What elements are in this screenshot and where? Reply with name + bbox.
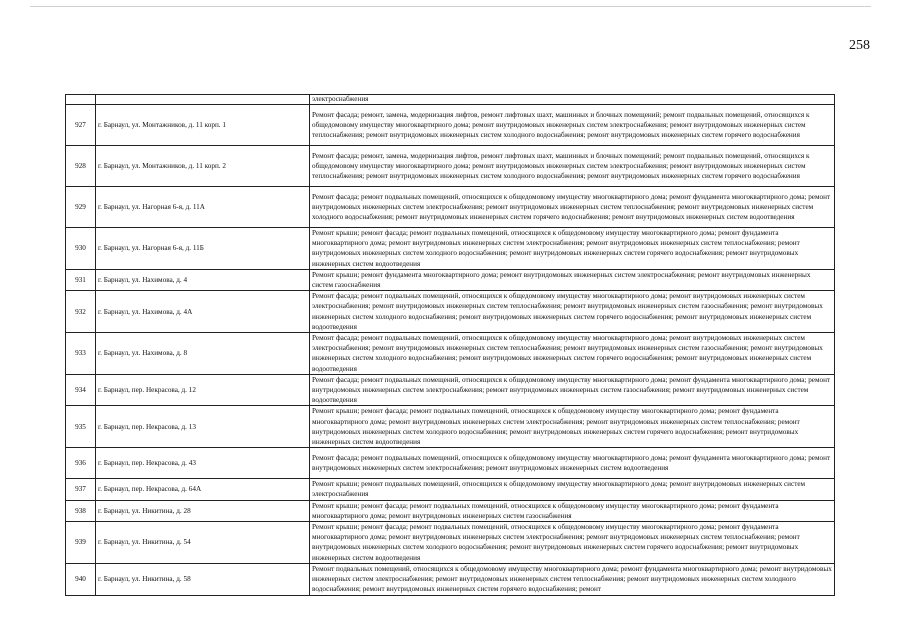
row-number: 927 bbox=[66, 105, 96, 146]
row-address: г. Барнаул, ул. Монтажников, д. 11 корп. 1 bbox=[96, 105, 310, 146]
table-row bbox=[66, 228, 835, 270]
row-number: 928 bbox=[66, 146, 96, 187]
row-number: 930 bbox=[66, 228, 96, 270]
row-address bbox=[96, 95, 310, 105]
table-row bbox=[66, 187, 835, 228]
row-works: Ремонт фасада; ремонт подвальных помещений, относящихся к общедомовому имуществу многоквартирного дома; ремонт фундамента многоквартирного дома; ремонт внутридомовых инженерных систем электроснабжения; ремонт внутридомовых инженерных систем водоотведения bbox=[310, 448, 835, 479]
row-number: 936 bbox=[66, 448, 96, 479]
row-works: Ремонт фасада; ремонт, замена, модернизация лифтов, ремонт лифтовых шахт, машинных и блочных помещений; ремонт подвальных помещений, относящихся к общедомовому имуществу многоквартирного дома; ремонт внутридомовых инженерных систем электроснабжения; ремонт внутридомовых инженерных систем теплоснабжения; ремонт внутридомовых инженерных систем холодного водоснабжения; ремонт внутридомовых инженерных систем горячего водоснабжения bbox=[310, 105, 835, 146]
row-works: Ремонт фасада; ремонт подвальных помещений, относящихся к общедомовому имуществу многоквартирного дома; ремонт фундамента многоквартирного дома; ремонт внутридомовых инженерных систем электроснабжения; ремонт внутридомовых инженерных систем теплоснабжения; ремонт внутридомовых инженерных систем холодного водоснабжения; ремонт внутридомовых инженерных систем горячего водоснабжения; ремонт внутридомовых инженерных систем водоотведения bbox=[310, 187, 835, 228]
row-number: 931 bbox=[66, 269, 96, 290]
row-works: Ремонт крыши; ремонт фундамента многоквартирного дома; ремонт внутридомовых инженерных систем электроснабжения; ремонт внутридомовых инженерных систем газоснабжения bbox=[310, 269, 835, 290]
table-row bbox=[66, 479, 835, 500]
row-number: 935 bbox=[66, 406, 96, 448]
registry-table bbox=[65, 94, 835, 596]
table-row bbox=[66, 406, 835, 448]
row-works: электроснабжения bbox=[310, 95, 835, 105]
scan-border-line bbox=[30, 6, 871, 7]
row-works: Ремонт фасада; ремонт подвальных помещений, относящихся к общедомовому имуществу многоквартирного дома; ремонт внутридомовых инженерных систем электроснабжения; ремонт внутридомовых инженерных систем теплоснабжения; ремонт внутридомовых инженерных систем газоснабжения; ремонт внутридомовых инженерных систем холодного водоснабжения; ремонт внутридомовых инженерных систем горячего водоснабжения; ремонт внутридомовых инженерных систем водоотведения bbox=[310, 291, 835, 333]
row-works: Ремонт фасада; ремонт, замена, модернизация лифтов, ремонт лифтовых шахт, машинных и блочных помещений; ремонт подвальных помещений, относящихся к общедомовому имуществу многоквартирного дома; ремонт внутридомовых инженерных систем электроснабжения; ремонт внутридомовых инженерных систем теплоснабжения; ремонт внутридомовых инженерных систем холодного водоснабжения; ремонт внутридомовых инженерных систем горячего водоснабжения bbox=[310, 146, 835, 187]
table-row bbox=[66, 269, 835, 290]
table-row bbox=[66, 105, 835, 146]
row-number: 938 bbox=[66, 500, 96, 521]
row-number: 937 bbox=[66, 479, 96, 500]
row-number: 939 bbox=[66, 522, 96, 564]
row-number bbox=[66, 95, 96, 105]
table-row bbox=[66, 374, 835, 406]
row-address: г. Барнаул, пер. Некрасова, д. 64А bbox=[96, 479, 310, 500]
table-row bbox=[66, 563, 835, 595]
table-row bbox=[66, 448, 835, 479]
row-works: Ремонт крыши; ремонт фасада; ремонт подвальных помещений, относящихся к общедомовому имуществу многоквартирного дома; ремонт фундамента многоквартирного дома; ремонт внутридомовых инженерных систем газоснабжения bbox=[310, 500, 835, 521]
row-works: Ремонт фасада; ремонт подвальных помещений, относящихся к общедомовому имуществу многоквартирного дома; ремонт фундамента многоквартирного дома; ремонт внутридомовых инженерных систем электроснабжения; ремонт внутридомовых инженерных систем газоснабжения; ремонт внутридомовых инженерных систем водоотведения bbox=[310, 374, 835, 406]
table-row bbox=[66, 95, 835, 105]
table-row bbox=[66, 500, 835, 521]
row-works: Ремонт подвальных помещений, относящихся к общедомовому имуществу многоквартирного дома; ремонт фундамента многоквартирного дома; ремонт внутридомовых инженерных систем электроснабжения; ремонт внутридомовых инженерных систем теплоснабжения; ремонт внутридомовых инженерных систем холодного водоснабжения; ремонт внутридомовых инженерных систем горячего водоснабжения; ремонт bbox=[310, 563, 835, 595]
row-address: г. Барнаул, ул. Нахимова, д. 4 bbox=[96, 269, 310, 290]
row-address: г. Барнаул, ул. Никитина, д. 54 bbox=[96, 522, 310, 564]
row-address: г. Барнаул, пер. Некрасова, д. 13 bbox=[96, 406, 310, 448]
table-row bbox=[66, 333, 835, 375]
row-address: г. Барнаул, пер. Некрасова, д. 12 bbox=[96, 374, 310, 406]
row-works: Ремонт крыши; ремонт фасада; ремонт подвальных помещений, относящихся к общедомовому имуществу многоквартирного дома; ремонт фундамента многоквартирного дома; ремонт внутридомовых инженерных систем электроснабжения; ремонт внутридомовых инженерных систем теплоснабжения; ремонт внутридомовых инженерных систем холодного водоснабжения; ремонт внутридомовых инженерных систем горячего водоснабжения; ремонт внутридомовых инженерных систем водоотведения bbox=[310, 228, 835, 270]
row-number: 932 bbox=[66, 291, 96, 333]
row-address: г. Барнаул, ул. Нагорная 6-я, д. 11Б bbox=[96, 228, 310, 270]
table-row bbox=[66, 291, 835, 333]
row-number: 929 bbox=[66, 187, 96, 228]
row-address: г. Барнаул, ул. Нахимова, д. 8 bbox=[96, 333, 310, 375]
row-works: Ремонт крыши; ремонт фасада; ремонт подвальных помещений, относящихся к общедомовому имуществу многоквартирного дома; ремонт фундамента многоквартирного дома; ремонт внутридомовых инженерных систем электроснабжения; ремонт внутридомовых инженерных систем теплоснабжения; ремонт внутридомовых инженерных систем холодного водоснабжения; ремонт внутридомовых инженерных систем горячего водоснабжения; ремонт внутридомовых инженерных систем водоотведения bbox=[310, 522, 835, 564]
row-address: г. Барнаул, ул. Никитина, д. 28 bbox=[96, 500, 310, 521]
row-works: Ремонт крыши; ремонт фасада; ремонт подвальных помещений, относящихся к общедомовому имуществу многоквартирного дома; ремонт фундамента многоквартирного дома; ремонт внутридомовых инженерных систем электроснабжения; ремонт внутридомовых инженерных систем теплоснабжения; ремонт внутридомовых инженерных систем холодного водоснабжения; ремонт внутридомовых инженерных систем горячего водоснабжения; ремонт внутридомовых инженерных систем водоотведения bbox=[310, 406, 835, 448]
row-address: г. Барнаул, ул. Нахимова, д. 4А bbox=[96, 291, 310, 333]
row-address: г. Барнаул, пер. Некрасова, д. 43 bbox=[96, 448, 310, 479]
row-number: 933 bbox=[66, 333, 96, 375]
row-works: Ремонт фасада; ремонт подвальных помещений, относящихся к общедомовому имуществу многоквартирного дома; ремонт внутридомовых инженерных систем электроснабжения; ремонт внутридомовых инженерных систем теплоснабжения; ремонт внутридомовых инженерных систем газоснабжения; ремонт внутридомовых инженерных систем холодного водоснабжения; ремонт внутридомовых инженерных систем горячего водоснабжения; ремонт внутридомовых инженерных систем водоотведения bbox=[310, 333, 835, 375]
row-number: 940 bbox=[66, 563, 96, 595]
row-number: 934 bbox=[66, 374, 96, 406]
table-row bbox=[66, 522, 835, 564]
page-number: 258 bbox=[849, 38, 870, 53]
table-row bbox=[66, 146, 835, 187]
row-address: г. Барнаул, ул. Никитина, д. 58 bbox=[96, 563, 310, 595]
row-address: г. Барнаул, ул. Нагорная 6-я, д. 11А bbox=[96, 187, 310, 228]
row-works: Ремонт крыши; ремонт подвальных помещений, относящихся к общедомовому имуществу многоквартирного дома; ремонт внутридомовых инженерных систем электроснабжения bbox=[310, 479, 835, 500]
row-address: г. Барнаул, ул. Монтажников, д. 11 корп. 2 bbox=[96, 146, 310, 187]
